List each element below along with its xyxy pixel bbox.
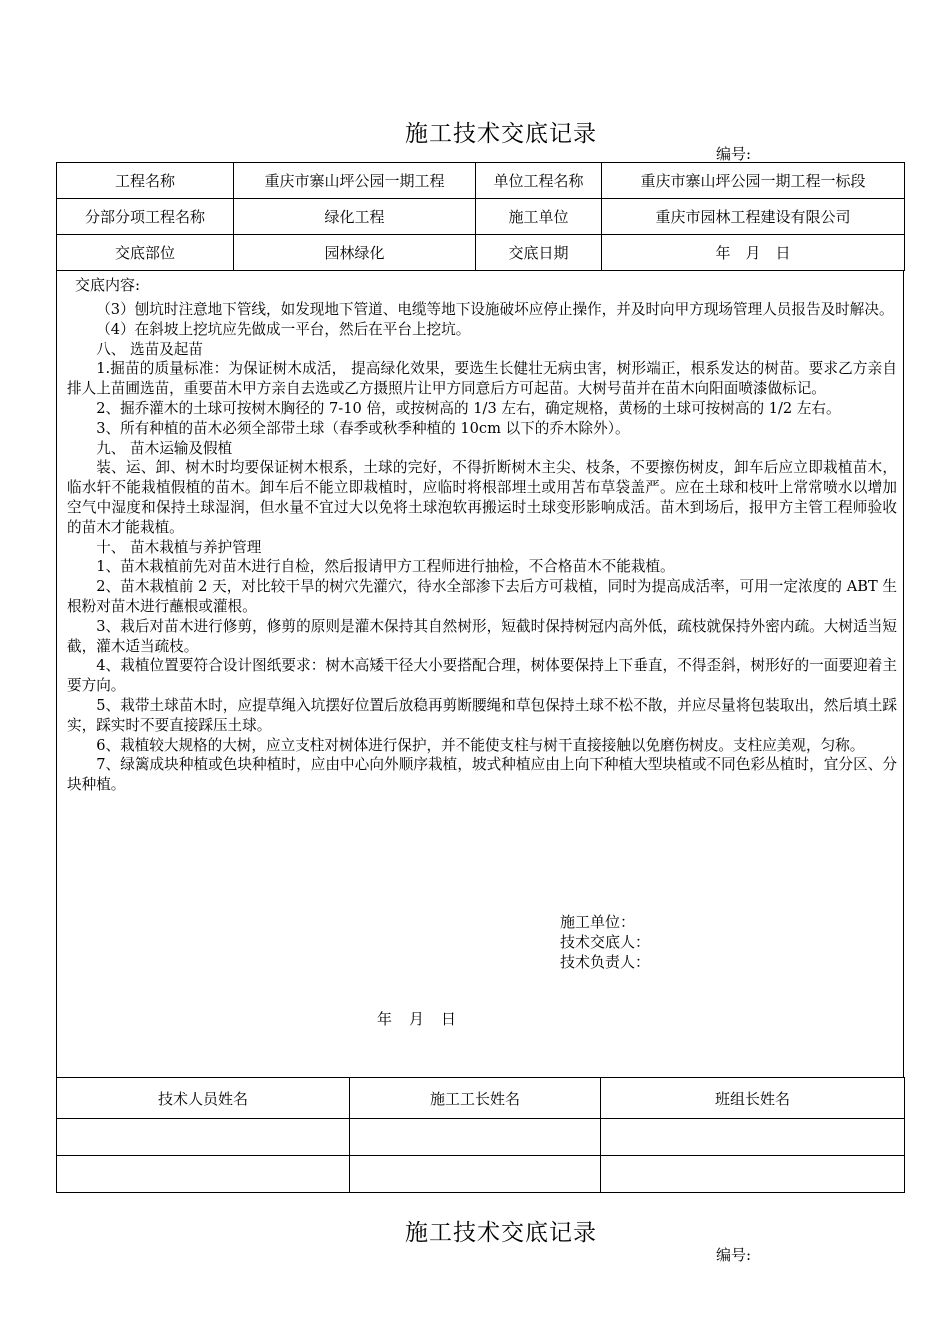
technician-name-header: 技术人员姓名	[57, 1078, 350, 1119]
briefing-content-label: 交底内容:	[75, 276, 141, 294]
content-paragraph: 2、掘乔灌木的土球可按树木胸径的 7-10 倍，或按树高的 1/3 左右，确定规格，黄杨的土球可按树高的 1/2 左右。	[96, 399, 841, 417]
sign-construction-unit: 施工单位：	[560, 913, 636, 931]
briefing-area-value: 园林绿化	[234, 235, 476, 271]
table-row	[57, 1156, 905, 1193]
briefing-date-value: 年 月 日	[602, 235, 905, 271]
table-cell[interactable]	[350, 1119, 601, 1156]
content-paragraph: （4）在斜坡上挖坑应先做成一平台，然后在平台上挖坑。	[96, 320, 471, 338]
table-row	[57, 163, 905, 199]
briefing-content-section	[56, 270, 904, 1077]
table-row	[57, 235, 905, 271]
sign-technical-lead: 技术负责人：	[560, 953, 651, 971]
table-cell[interactable]	[601, 1119, 905, 1156]
section-heading: 九、 苗木运输及假植	[96, 439, 233, 457]
signature-date: 年 月 日	[377, 1010, 458, 1028]
content-paragraph: 7、绿篱成块种植或色块种植时，应由中心向外顺序栽植，坡式种植应由上向下种植大型块植或不同色彩丛植时，宜分区、分块种植。	[67, 756, 897, 794]
doc-number-label-2: 编号:	[716, 1246, 752, 1264]
table-cell[interactable]	[57, 1119, 350, 1156]
briefing-date-label: 交底日期	[476, 235, 602, 271]
content-paragraph: 装、运、卸、树木时均要保证树木根系，土球的完好，不得折断树木主尖、枝条，不要擦伤树皮，卸车后应立即栽植苗木，临水轩不能栽植假植的苗木。卸车后不能立即栽植时，应临时将根部埋土或用苫布草袋盖严。应在土球和枝叶上常常喷水以增加空气中湿度和保持土球湿润，但水量不宜过大以免将土球泡软再搬运时土球变形影响成活。苗木到场后，报甲方主管工程师验收的苗木才能栽植。	[67, 459, 897, 536]
section-heading: 十、 苗木栽植与养护管理	[96, 538, 262, 556]
construction-unit-label: 施工单位	[476, 199, 602, 235]
table-cell[interactable]	[57, 1156, 350, 1193]
unit-project-name-value: 重庆市寨山坪公园一期工程一标段	[602, 163, 905, 199]
briefing-content-body	[67, 300, 897, 795]
content-paragraph: 5、栽带土球苗木时，应提草绳入坑摆好位置后放稳再剪断腰绳和草包保持土球不松不散，并应尽量将包装取出，然后填土踩实，踩实时不要直接踩压土球。	[67, 696, 897, 734]
unit-project-name-label: 单位工程名称	[476, 163, 602, 199]
content-paragraph: （3）刨坑时注意地下管线，如发现地下管道、电缆等地下设施破坏应停止操作，并及时向甲方现场管理人员报告及时解决。	[96, 301, 894, 318]
content-paragraph: 1.掘苗的质量标准：为保证树木成活， 提高绿化效果，要选生长健壮无病虫害，树形端正，根系发达的树苗。要求乙方亲自排人上苗圃选苗，重要苗木甲方亲自去选或乙方摄照片让甲方同意后方可起苗。大树号苗并在苗木向阳面喷漆做标记。	[67, 360, 897, 398]
foreman-name-header: 施工工长姓名	[350, 1078, 601, 1119]
table-cell[interactable]	[350, 1156, 601, 1193]
content-paragraph: 3、栽后对苗木进行修剪，修剪的原则是灌木保持其自然树形，短截时保持树冠内高外低，疏枝就保持外密内疏。大树适当短截，灌木适当疏枝。	[67, 617, 897, 655]
team-leader-name-header: 班组长姓名	[601, 1078, 905, 1119]
section-heading: 八、 选苗及起苗	[96, 340, 203, 358]
page-title: 施工技术交底记录	[405, 121, 597, 147]
content-paragraph: 1、苗木栽植前先对苗木进行自检，然后报请甲方工程师进行抽检，不合格苗木不能栽植。	[96, 558, 675, 576]
table-row	[57, 1119, 905, 1156]
project-info-table	[56, 162, 905, 271]
table-cell[interactable]	[601, 1156, 905, 1193]
content-paragraph: 6、栽植较大规格的大树，应立支柱对树体进行保护，并不能使支柱与树干直接接触以免磨伤树皮。支柱应美观，匀称。	[96, 736, 865, 754]
table-row	[57, 199, 905, 235]
content-paragraph: 2、苗木栽植前 2 天，对比较干旱的树穴先灌穴，待水全部渗下去后方可栽植，同时为提高成活率，可用一定浓度的 ABT 生根粉对苗木进行蘸根或灌根。	[67, 578, 897, 615]
content-paragraph: 3、所有种植的苗木必须全部带土球（春季或秋季种植的 10cm 以下的乔木除外）。	[96, 419, 630, 437]
content-paragraph: 4、栽植位置要符合设计图纸要求：树木高矮干径大小要搭配合理，树体要保持上下垂直，不得歪斜，树形好的一面要迎着主要方向。	[67, 657, 897, 695]
project-name-value: 重庆市寨山坪公园一期工程	[234, 163, 476, 199]
subproject-name-label: 分部分项工程名称	[57, 199, 234, 235]
subproject-name-value: 绿化工程	[234, 199, 476, 235]
project-name-label: 工程名称	[57, 163, 234, 199]
personnel-table	[56, 1077, 905, 1193]
page-title-2: 施工技术交底记录	[405, 1220, 597, 1246]
sign-briefing-person: 技术交底人：	[560, 933, 651, 951]
signature-block	[560, 912, 650, 972]
doc-number-label: 编号:	[716, 145, 752, 163]
briefing-area-label: 交底部位	[57, 235, 234, 271]
construction-unit-value: 重庆市园林工程建设有限公司	[602, 199, 905, 235]
table-header-row	[57, 1078, 905, 1119]
